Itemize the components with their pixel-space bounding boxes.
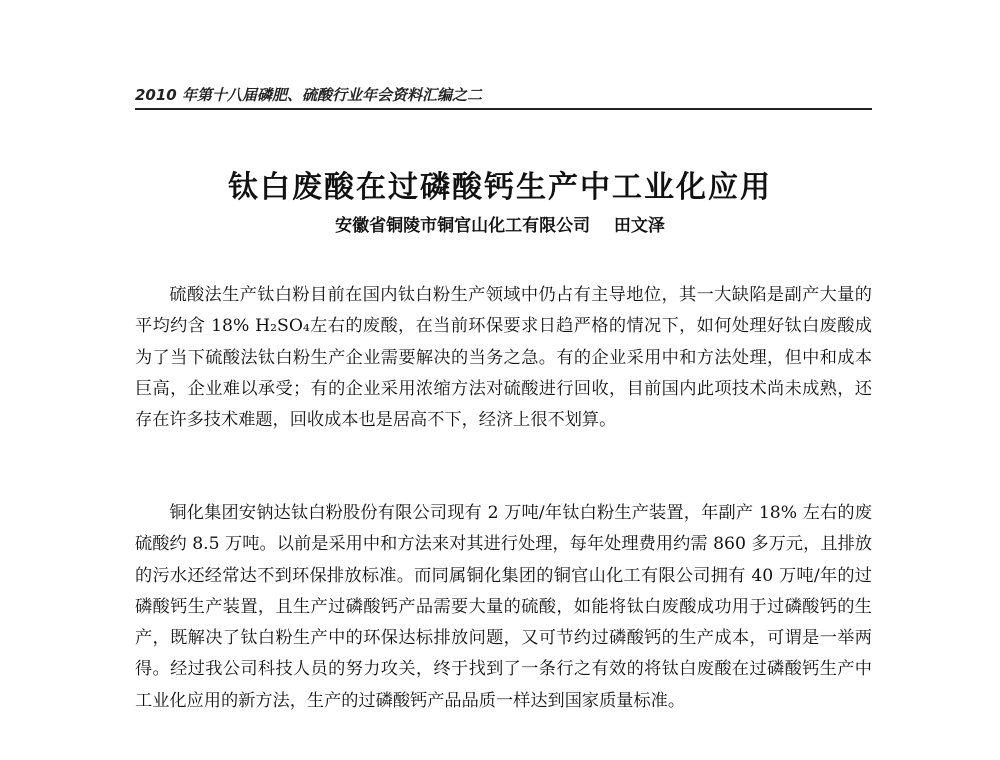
body-paragraph: 硫酸法生产钛白粉目前在国内钛白粉生产领域中仍占有主导地位，其一大缺陷是副产大量的平均约含 18% H₂SO₄左右的废酸，在当前环保要求日趋严格的情况下，如何处理好钛白废酸成为了当下硫酸法钛白粉生产企业需要解决的当务之急。有的企业采用中和方法处理，但中和成本巨高，企业难以承受；有的企业采用浓缩方法对硫酸进行回收，目前国内此项技术尚未成熟，还存在许多技术难题，回收成本也是居高不下，经济上很不划算。 bbox=[135, 285, 872, 431]
body-paragraph: 铜化集团安钠达钛白粉股份有限公司现有 2 万吨/年钛白粉生产装置，年副产 18% 左右的废硫酸约 8.5 万吨。以前是采用中和方法来对其进行处理，每年处理费用约需 860 多万元，且排放的污水还经常达不到环保排放标准。而同属铜化集团的铜官山化工有限公司拥有 40 万吨/年的过磷酸钙生产装置，且生产过磷酸钙产品需要大量的硫酸，如能将钛白废酸成功用于过磷酸钙的生产，既解决了钛白粉生产中的环保达标排放问题，又可节约过磷酸钙的生产成本，可谓是一举两得。经过我公司科技人员的努力攻关，终于找到了一条行之有效的将钛白废酸在过磷酸钙生产中工业化应用的新方法，生产的过磷酸钙产品品质一样达到国家质量标准。 bbox=[135, 503, 872, 711]
byline bbox=[0, 211, 1000, 236]
author-name: 田文泽 bbox=[613, 216, 665, 236]
article-title: 钛白废酸在过磷酸钙生产中工业化应用 bbox=[228, 170, 772, 205]
author-affiliation: 安徽省铜陵市铜官山化工有限公司 bbox=[335, 216, 591, 236]
header-rule bbox=[135, 108, 872, 110]
running-header: 2010 年第十八届磷肥、硫酸行业年会资料汇编之二 bbox=[135, 86, 482, 104]
